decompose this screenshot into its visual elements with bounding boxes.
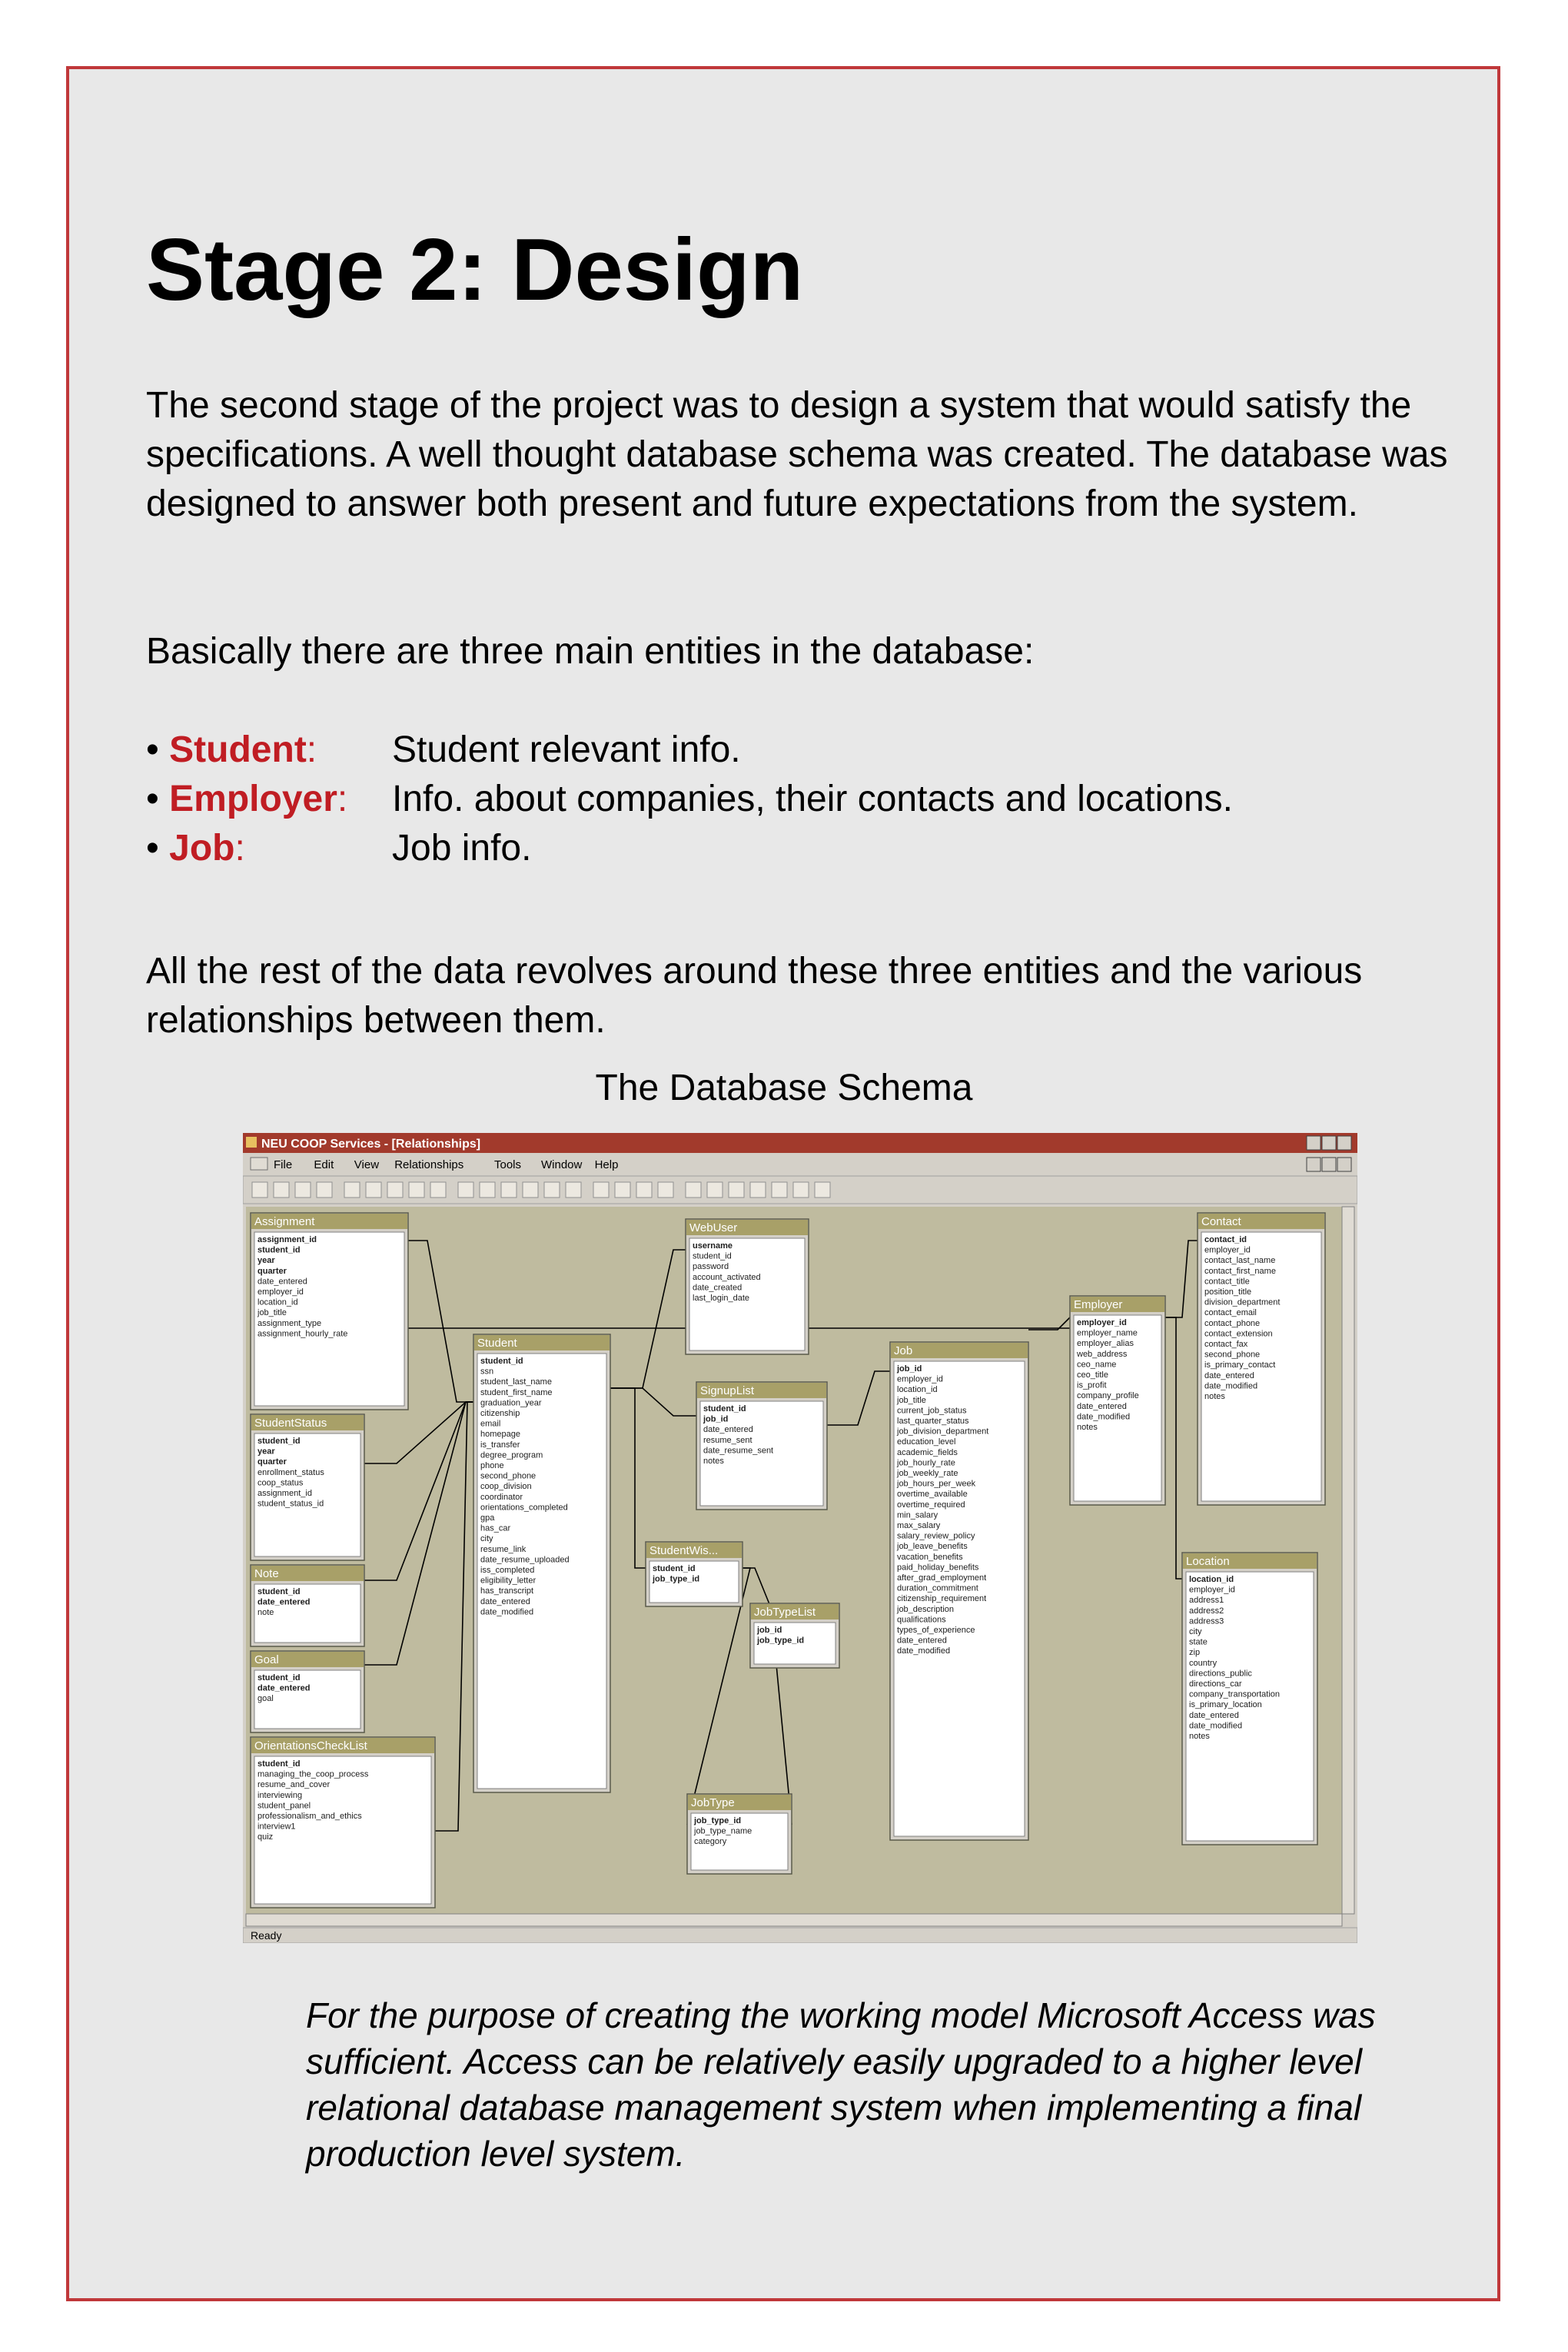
- vertical-scrollbar[interactable]: [1342, 1207, 1354, 1914]
- field-name[interactable]: contact_extension: [1204, 1329, 1273, 1339]
- toolbar-button-icon[interactable]: [544, 1182, 560, 1198]
- toolbar-button-icon[interactable]: [252, 1182, 267, 1198]
- table-name: WebUser: [689, 1221, 738, 1234]
- field-name[interactable]: email: [480, 1419, 501, 1429]
- table-name: Note: [254, 1567, 279, 1580]
- field-name[interactable]: phone: [480, 1461, 504, 1470]
- toolbar-button-icon[interactable]: [729, 1182, 744, 1198]
- field-name[interactable]: web_address: [1077, 1349, 1128, 1359]
- field-name[interactable]: job_weekly_rate: [897, 1469, 958, 1478]
- field-name[interactable]: job_type_id: [653, 1574, 700, 1584]
- field-name[interactable]: student_id: [653, 1564, 696, 1573]
- table-assignment[interactable]: [251, 1213, 408, 1410]
- page-title: Stage 2: Design: [146, 221, 804, 319]
- table-name: Job: [894, 1344, 913, 1357]
- entity-item-employer: [146, 775, 1233, 824]
- field-name[interactable]: employer_id: [257, 1287, 304, 1297]
- field-name[interactable]: assignment_id: [257, 1489, 312, 1498]
- window-controls[interactable]: [1307, 1136, 1351, 1150]
- field-name[interactable]: paid_holiday_benefits: [897, 1563, 979, 1573]
- field-name[interactable]: date_entered: [257, 1683, 311, 1693]
- restore-button[interactable]: [1322, 1136, 1336, 1150]
- field-name[interactable]: vacation_benefits: [897, 1552, 963, 1562]
- menu-item[interactable]: Relationships: [394, 1158, 464, 1171]
- field-name[interactable]: company_profile: [1077, 1391, 1139, 1401]
- entity-list: [146, 726, 1233, 873]
- access-note: For the purpose of creating the working model Microsoft Access was sufficient. Access can be relatively easily upgraded to a higher level relational database management system when implementing a final production level system.: [306, 1995, 1376, 2174]
- field-name[interactable]: date_resume_uploaded: [480, 1555, 570, 1565]
- field-name[interactable]: username: [693, 1241, 733, 1251]
- field-name[interactable]: salary_review_policy: [897, 1531, 975, 1541]
- field-name[interactable]: is_primary_contact: [1204, 1360, 1276, 1370]
- bullet: •: [146, 828, 159, 869]
- window-title: NEU COOP Services - [Relationships]: [261, 1138, 481, 1151]
- field-name[interactable]: location_id: [1189, 1575, 1234, 1584]
- bullet: •: [146, 729, 159, 770]
- table-name: Assignment: [254, 1215, 315, 1228]
- toolbar-button-icon[interactable]: [523, 1182, 538, 1198]
- bullet: •: [146, 779, 159, 819]
- field-name[interactable]: job_id: [757, 1626, 782, 1635]
- field-name[interactable]: job_hours_per_week: [897, 1479, 976, 1489]
- toolbar-button-icon[interactable]: [593, 1182, 609, 1198]
- schema-caption: The Database Schema: [595, 1068, 973, 1108]
- entities-intro: Basically there are three main entities in the database:: [146, 631, 1035, 672]
- field-name[interactable]: quiz: [257, 1832, 274, 1842]
- field-name[interactable]: is_profit: [1077, 1380, 1107, 1390]
- field-name[interactable]: city: [480, 1534, 493, 1544]
- field-name[interactable]: contact_last_name: [1204, 1256, 1276, 1266]
- status-bar: [243, 1928, 1357, 1943]
- toolbar-button-icon[interactable]: [387, 1182, 403, 1198]
- field-name[interactable]: academic_fields: [897, 1447, 958, 1457]
- field-name[interactable]: ceo_title: [1077, 1370, 1108, 1380]
- close-button[interactable]: [1337, 1136, 1351, 1150]
- field-name[interactable]: company_transportation: [1189, 1689, 1281, 1699]
- field-name[interactable]: employer_id: [1077, 1318, 1127, 1327]
- field-name[interactable]: position_title: [1204, 1287, 1252, 1297]
- field-name[interactable]: date_entered: [480, 1596, 530, 1606]
- field-name[interactable]: coop_status: [257, 1478, 304, 1488]
- table-name: Employer: [1074, 1298, 1123, 1311]
- field-name[interactable]: quarter: [257, 1266, 287, 1276]
- toolbar-button-icon[interactable]: [501, 1182, 517, 1198]
- field-name[interactable]: assignment_type: [257, 1318, 322, 1328]
- toolbar-button-icon[interactable]: [815, 1182, 830, 1198]
- field-name[interactable]: location_id: [257, 1297, 298, 1307]
- entity-colon: :: [234, 828, 245, 869]
- field-name[interactable]: second_phone: [480, 1471, 537, 1481]
- table-contact[interactable]: [1198, 1213, 1325, 1505]
- table-name: Contact: [1201, 1215, 1241, 1228]
- field-name[interactable]: date_entered: [1204, 1370, 1254, 1380]
- field-name[interactable]: citizenship: [480, 1409, 520, 1418]
- horizontal-scrollbar[interactable]: [246, 1914, 1342, 1926]
- field-name[interactable]: employer_id: [1204, 1245, 1251, 1255]
- entity-term: Employer: [169, 779, 337, 819]
- field-name[interactable]: ssn: [480, 1367, 494, 1377]
- menu-item[interactable]: Help: [594, 1158, 619, 1171]
- field-name[interactable]: student_panel: [257, 1801, 311, 1811]
- toolbar-button-icon[interactable]: [772, 1182, 787, 1198]
- field-name[interactable]: assignment_hourly_rate: [257, 1329, 348, 1339]
- toolbar-button-icon[interactable]: [707, 1182, 723, 1198]
- field-name[interactable]: notes: [1204, 1392, 1225, 1401]
- field-name[interactable]: gpa: [480, 1513, 495, 1523]
- mdi-close-button[interactable]: [1337, 1158, 1351, 1171]
- table-goal[interactable]: [251, 1651, 364, 1732]
- field-name[interactable]: citizenship_requirement: [897, 1594, 987, 1604]
- field-name[interactable]: student_id: [257, 1587, 301, 1596]
- table-note[interactable]: [251, 1565, 364, 1646]
- table-location[interactable]: [1182, 1553, 1317, 1845]
- field-name[interactable]: max_salary: [897, 1521, 941, 1530]
- field-name[interactable]: directions_car: [1189, 1679, 1242, 1689]
- field-name[interactable]: employer_alias: [1077, 1339, 1134, 1349]
- field-name[interactable]: job_title: [897, 1395, 926, 1405]
- field-name[interactable]: orientations_completed: [480, 1503, 568, 1513]
- field-name[interactable]: student_last_name: [480, 1377, 552, 1387]
- field-name[interactable]: coordinator: [480, 1492, 523, 1502]
- field-name[interactable]: job_hourly_rate: [897, 1458, 955, 1468]
- field-name[interactable]: contact_id: [1204, 1235, 1247, 1244]
- table-name: StudentWis...: [649, 1544, 719, 1557]
- field-name[interactable]: student_id: [257, 1437, 301, 1446]
- field-name[interactable]: date_entered: [1189, 1710, 1239, 1720]
- field-name[interactable]: after_grad_employment: [897, 1573, 987, 1583]
- toolbar-button-icon[interactable]: [458, 1182, 473, 1198]
- field-name[interactable]: resume_sent: [703, 1435, 752, 1445]
- field-name[interactable]: date_entered: [703, 1425, 753, 1435]
- field-name[interactable]: zip: [1189, 1648, 1201, 1658]
- field-name[interactable]: last_quarter_status: [897, 1417, 969, 1426]
- entity-term: Student: [169, 729, 307, 770]
- app-icon: [246, 1137, 257, 1148]
- field-name[interactable]: note: [257, 1608, 274, 1618]
- field-name[interactable]: assignment_id: [257, 1235, 317, 1244]
- table-orientationschecklist[interactable]: [251, 1737, 435, 1908]
- field-name[interactable]: date_modified: [1204, 1381, 1258, 1391]
- field-name[interactable]: student_id: [480, 1357, 523, 1366]
- field-name[interactable]: address1: [1189, 1596, 1224, 1606]
- field-name[interactable]: overtime_required: [897, 1500, 965, 1510]
- field-name[interactable]: goal: [257, 1694, 274, 1704]
- field-name[interactable]: city: [1189, 1627, 1202, 1636]
- entity-item-student: [146, 726, 1233, 775]
- table-student[interactable]: [473, 1334, 610, 1792]
- field-name[interactable]: category: [694, 1837, 727, 1847]
- field-name[interactable]: contact_email: [1204, 1308, 1257, 1318]
- field-name[interactable]: managing_the_coop_process: [257, 1769, 369, 1779]
- toolbar-button-icon[interactable]: [686, 1182, 701, 1198]
- toolbar-button-icon[interactable]: [430, 1182, 446, 1198]
- field-name[interactable]: date_entered: [1077, 1401, 1127, 1411]
- field-name[interactable]: state: [1189, 1637, 1208, 1647]
- field-name[interactable]: student_id: [257, 1245, 301, 1255]
- field-name[interactable]: last_login_date: [693, 1294, 750, 1303]
- field-name[interactable]: date_resume_sent: [703, 1446, 774, 1456]
- toolbar-button-icon[interactable]: [409, 1182, 424, 1198]
- field-name[interactable]: notes: [703, 1457, 724, 1466]
- field-name[interactable]: date_entered: [897, 1636, 947, 1646]
- menu-item[interactable]: View: [354, 1158, 380, 1171]
- field-name[interactable]: interview1: [257, 1822, 296, 1832]
- intro-paragraph: The second stage of the project was to design a system that would satisfy the specifications. A well thought database schema was created. The database was designed to answer both present and future expectations from the system.: [146, 385, 1448, 524]
- table-studentstatus[interactable]: [251, 1414, 364, 1560]
- field-name[interactable]: resume_link: [480, 1544, 527, 1554]
- field-name[interactable]: degree_program: [480, 1450, 543, 1460]
- field-name[interactable]: second_phone: [1204, 1350, 1261, 1360]
- table-signuplist[interactable]: [696, 1382, 827, 1510]
- field-name[interactable]: division_department: [1204, 1297, 1281, 1307]
- field-name[interactable]: types_of_experience: [897, 1626, 975, 1635]
- field-name[interactable]: contact_title: [1204, 1277, 1250, 1287]
- field-name[interactable]: date_modified: [1189, 1721, 1243, 1731]
- field-name[interactable]: has_transcript: [480, 1586, 534, 1596]
- table-name: Location: [1186, 1555, 1230, 1568]
- menu-item[interactable]: File: [274, 1158, 293, 1171]
- menu-item[interactable]: Tools: [494, 1158, 522, 1171]
- table-name: StudentStatus: [254, 1417, 327, 1430]
- field-name[interactable]: job_type_name: [694, 1826, 752, 1836]
- field-name[interactable]: resume_and_cover: [257, 1780, 331, 1790]
- field-name[interactable]: job_type_id: [694, 1816, 742, 1825]
- field-name[interactable]: min_salary: [897, 1510, 938, 1520]
- field-name[interactable]: has_car: [480, 1523, 511, 1533]
- table-name: SignupList: [700, 1384, 755, 1397]
- table-job[interactable]: [890, 1342, 1028, 1840]
- field-name[interactable]: ceo_name: [1077, 1360, 1117, 1370]
- table-name: JobType: [691, 1796, 735, 1809]
- mdi-controls[interactable]: [1307, 1158, 1351, 1171]
- toolbar-button-icon[interactable]: [366, 1182, 381, 1198]
- mdi-minimize-button[interactable]: [1307, 1158, 1321, 1171]
- field-name[interactable]: graduation_year: [480, 1398, 542, 1408]
- field-name[interactable]: job_leave_benefits: [897, 1542, 968, 1552]
- mdi-restore-button[interactable]: [1322, 1158, 1336, 1171]
- status-text: Ready: [251, 1929, 282, 1942]
- toolbar-button-icon[interactable]: [317, 1182, 332, 1198]
- field-name[interactable]: job_title: [257, 1308, 287, 1318]
- field-name[interactable]: iss_completed: [480, 1566, 535, 1575]
- field-name[interactable]: student_status_id: [257, 1499, 324, 1509]
- relationships-window-screenshot: [243, 1133, 1357, 1943]
- toolbar-button-icon[interactable]: [274, 1182, 289, 1198]
- field-name[interactable]: enrollment_status: [257, 1467, 324, 1477]
- field-name[interactable]: contact_fax: [1204, 1340, 1248, 1349]
- menu-item[interactable]: Edit: [314, 1158, 334, 1171]
- field-name[interactable]: job_division_department: [897, 1427, 989, 1437]
- table-studentwis[interactable]: [646, 1542, 742, 1606]
- field-name[interactable]: country: [1189, 1658, 1218, 1668]
- field-name[interactable]: year: [257, 1256, 275, 1266]
- field-name[interactable]: employer_name: [1077, 1328, 1138, 1338]
- toolbar-button-icon[interactable]: [566, 1182, 581, 1198]
- toolbar-button-icon[interactable]: [480, 1182, 495, 1198]
- field-name[interactable]: overtime_available: [897, 1490, 968, 1500]
- toolbar-button-icon[interactable]: [658, 1182, 673, 1198]
- field-name[interactable]: contact_first_name: [1204, 1266, 1276, 1276]
- field-name[interactable]: is_transfer: [480, 1440, 520, 1450]
- field-name[interactable]: job_type_id: [757, 1636, 805, 1646]
- field-name[interactable]: quarter: [257, 1457, 287, 1467]
- table-name: Student: [477, 1337, 517, 1350]
- field-name[interactable]: eligibility_letter: [480, 1576, 537, 1586]
- entity-description: Info. about companies, their contacts and locations.: [392, 779, 1233, 819]
- field-name[interactable]: date_created: [693, 1283, 742, 1293]
- toolbar-button-icon[interactable]: [295, 1182, 311, 1198]
- field-name[interactable]: student_id: [693, 1251, 732, 1261]
- table-name: Goal: [254, 1653, 279, 1666]
- field-name[interactable]: student_id: [257, 1759, 301, 1769]
- field-name[interactable]: job_description: [897, 1604, 954, 1614]
- field-name[interactable]: student_first_name: [480, 1387, 553, 1397]
- entity-colon: :: [306, 729, 317, 770]
- relationships-icon: [251, 1158, 267, 1170]
- table-employer[interactable]: [1070, 1296, 1165, 1505]
- entity-colon: :: [337, 779, 348, 819]
- field-name[interactable]: duration_commitment: [897, 1583, 978, 1593]
- field-name[interactable]: notes: [1189, 1732, 1210, 1741]
- field-name[interactable]: date_modified: [1077, 1412, 1131, 1422]
- field-name[interactable]: is_primary_location: [1189, 1700, 1262, 1710]
- field-name[interactable]: homepage: [480, 1430, 520, 1440]
- field-name[interactable]: student_id: [703, 1404, 746, 1414]
- field-name[interactable]: address2: [1189, 1606, 1224, 1616]
- table-name: JobTypeList: [754, 1606, 816, 1619]
- field-name[interactable]: date_entered: [257, 1277, 307, 1287]
- entity-item-job: [146, 824, 1233, 873]
- field-name[interactable]: date_modified: [897, 1646, 951, 1656]
- menu-item[interactable]: Window: [541, 1158, 583, 1171]
- entity-description: Student relevant info.: [392, 729, 741, 770]
- field-name[interactable]: date_entered: [257, 1597, 311, 1607]
- toolbar-button-icon[interactable]: [636, 1182, 652, 1198]
- field-name[interactable]: qualifications: [897, 1615, 946, 1625]
- field-name[interactable]: professionalism_and_ethics: [257, 1812, 362, 1821]
- field-name[interactable]: job_id: [703, 1414, 729, 1424]
- entity-description: Job info.: [392, 828, 532, 869]
- field-name[interactable]: student_id: [257, 1673, 301, 1683]
- field-name[interactable]: notes: [1077, 1423, 1098, 1432]
- field-name[interactable]: current_job_status: [897, 1406, 967, 1416]
- toolbar-button-icon[interactable]: [793, 1182, 809, 1198]
- toolbar-button-icon[interactable]: [615, 1182, 630, 1198]
- field-name[interactable]: location_id: [897, 1385, 938, 1395]
- field-name[interactable]: year: [257, 1447, 275, 1457]
- field-name[interactable]: account_activated: [693, 1272, 761, 1282]
- table-name: OrientationsCheckList: [254, 1739, 367, 1752]
- field-name[interactable]: password: [693, 1262, 729, 1272]
- field-name[interactable]: directions_public: [1189, 1669, 1252, 1679]
- field-name[interactable]: address3: [1189, 1616, 1224, 1626]
- table-webuser[interactable]: [686, 1219, 809, 1354]
- field-name[interactable]: contact_phone: [1204, 1318, 1261, 1328]
- minimize-button[interactable]: [1307, 1136, 1321, 1150]
- field-name[interactable]: date_modified: [480, 1607, 534, 1617]
- field-name[interactable]: interviewing: [257, 1790, 303, 1800]
- table-jobtypelist[interactable]: [750, 1603, 839, 1668]
- field-name[interactable]: employer_id: [897, 1374, 943, 1384]
- field-name[interactable]: education_level: [897, 1437, 956, 1447]
- table-jobtype[interactable]: [687, 1794, 792, 1874]
- toolbar-button-icon[interactable]: [750, 1182, 766, 1198]
- field-name[interactable]: employer_id: [1189, 1585, 1235, 1595]
- entity-term: Job: [169, 828, 235, 869]
- field-name[interactable]: coop_division: [480, 1482, 532, 1492]
- rest-paragraph: All the rest of the data revolves around these three entities and the various relationships between them.: [146, 951, 1363, 1041]
- toolbar-button-icon[interactable]: [344, 1182, 360, 1198]
- field-name[interactable]: job_id: [897, 1364, 922, 1374]
